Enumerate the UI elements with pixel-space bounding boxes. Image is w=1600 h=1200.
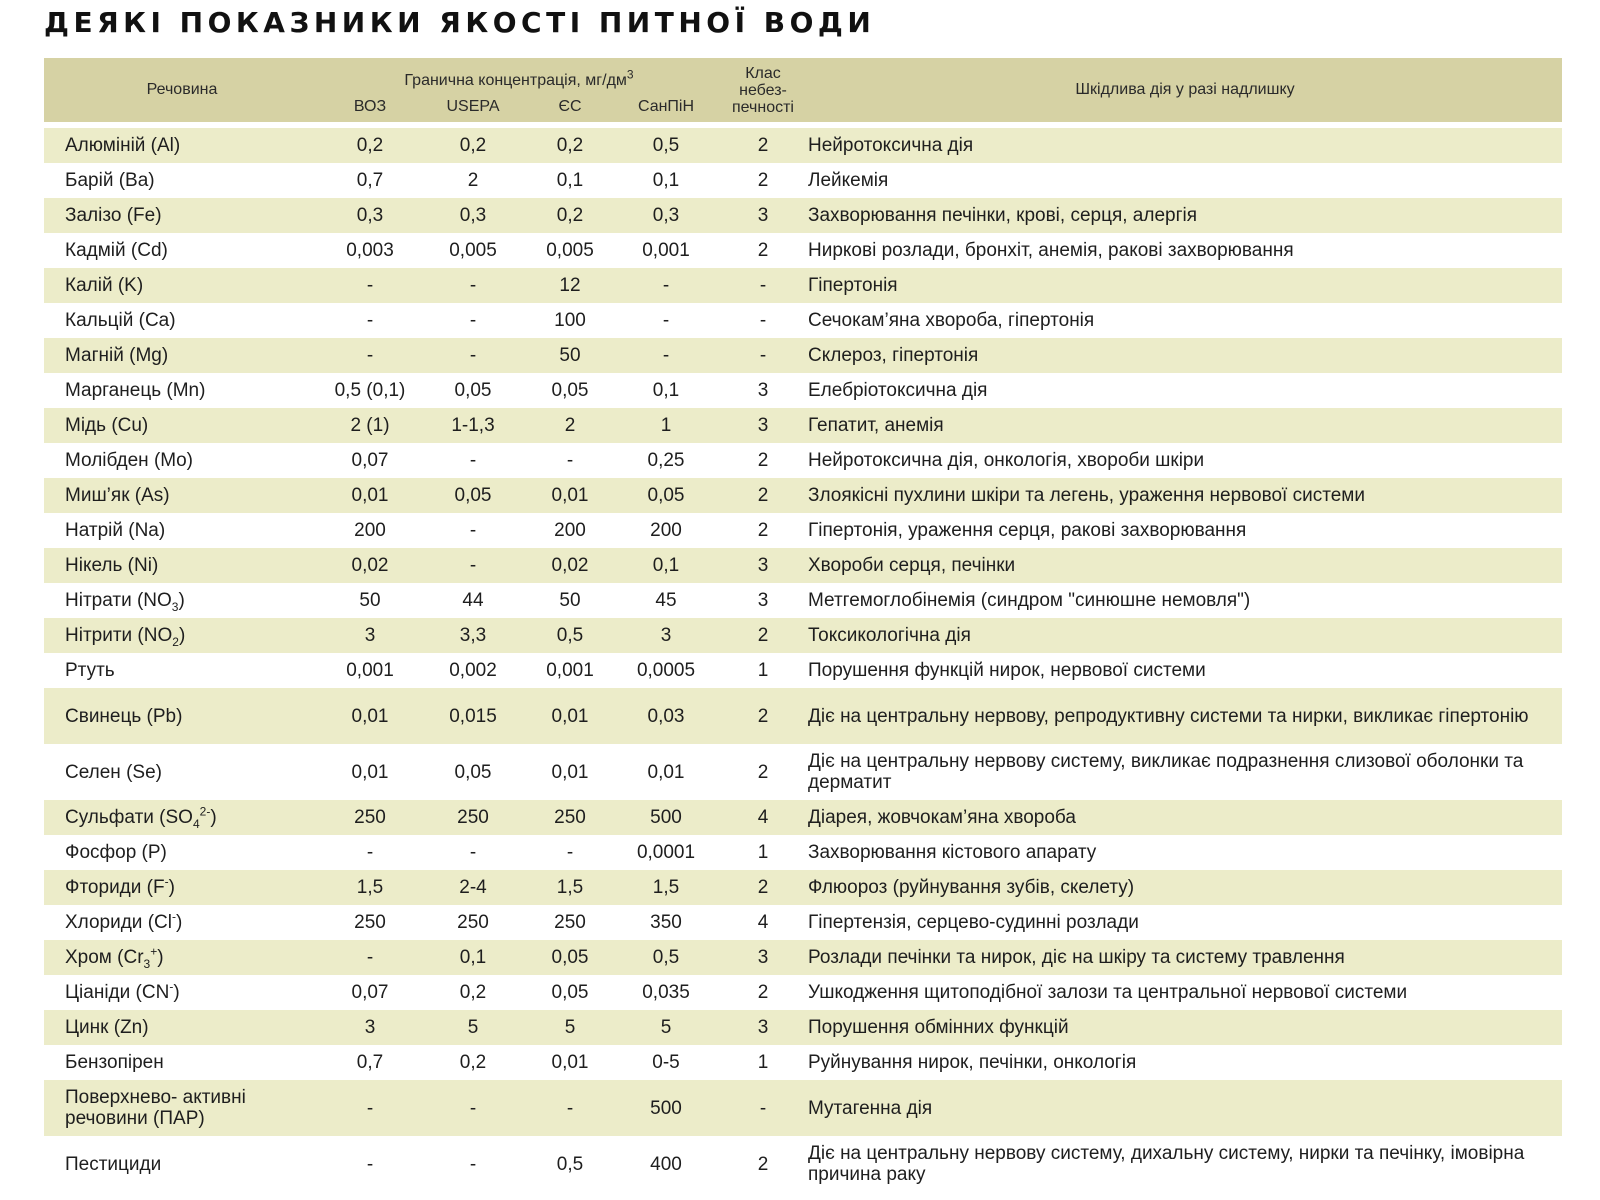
cell-hazard-class: 1 [757, 1052, 769, 1073]
cell-substance [44, 905, 320, 940]
cell-harmful-effect: Порушення функцій нирок, нервової системи [808, 660, 1206, 681]
column-header-sanpin: СанПіН [614, 92, 718, 122]
table-row [44, 338, 1562, 373]
substance-name: Марганець (Mn) [65, 380, 206, 401]
cell-usepa: 0,005 [449, 240, 497, 261]
cell-hazard-class: 1 [757, 842, 769, 863]
substance-name: Миш’як (As) [65, 485, 170, 506]
cell-usepa: 0,002 [449, 660, 497, 681]
cell-ec: 0,01 [526, 478, 614, 513]
substance-name: Фториди (F [65, 877, 165, 898]
table-row [44, 835, 1562, 870]
cell-hazard-class: 3 [718, 940, 808, 975]
table-row [44, 233, 1562, 268]
cell-sanpin: 0,1 [652, 380, 680, 401]
substance-subscript: 3 [143, 956, 151, 971]
substance-subscript: 2 [172, 634, 179, 649]
cell-sanpin: 500 [614, 800, 718, 835]
substance-name-end: ) [175, 912, 183, 933]
cell-sanpin: 0,25 [647, 450, 685, 471]
table-row [44, 905, 1562, 940]
column-header-effect: Шкідлива дія у разі надлишку [808, 58, 1562, 122]
class-label-line2: небез- [739, 81, 787, 99]
substance-name: Сульфати (SO [65, 807, 193, 828]
cell-substance [44, 268, 320, 303]
cell-usepa: 0,3 [420, 198, 526, 233]
cell-who: 2 (1) [320, 408, 420, 443]
substance-name: Барій (Ba) [65, 170, 155, 191]
table-row [44, 653, 1562, 688]
cell-harmful-effect: Діє на центральну нервову, репродуктивну системи та нирки, викликає гіпертонію [808, 688, 1562, 744]
cell-harmful-effect: Нейротоксична дія, онкологія, хвороби шкіри [808, 450, 1205, 471]
cell-who: - [366, 1153, 374, 1175]
cell-who: 0,3 [320, 198, 420, 233]
limit-unit-sup: 3 [626, 67, 634, 82]
cell-sanpin: - [614, 338, 718, 373]
table-row [44, 443, 1562, 478]
table-row [44, 373, 1562, 408]
cell-who: - [320, 940, 420, 975]
cell-ec: 0,01 [551, 761, 589, 783]
substance-name-end: ) [168, 877, 175, 898]
cell-sanpin: 0-5 [652, 1052, 680, 1073]
cell-harmful-effect: Флюороз (руйнування зубів, скелету) [808, 870, 1562, 905]
substance-subscript: 3 [171, 599, 179, 614]
cell-substance [44, 1010, 320, 1045]
cell-hazard-class: 2 [718, 478, 808, 513]
cell-hazard-class: 2 [757, 1153, 769, 1175]
cell-harmful-effect: Ниркові розлади, бронхіт, анемія, ракові захворювання [808, 240, 1294, 261]
table-row [44, 303, 1562, 338]
cell-sanpin: 0,5 [614, 940, 718, 975]
cell-ec: - [566, 450, 574, 471]
cell-usepa: - [420, 1080, 526, 1136]
cell-usepa: 0,1 [420, 940, 526, 975]
substance-name-end: ) [210, 807, 217, 828]
substance-name: Ртуть [65, 660, 115, 681]
cell-who: 0,01 [320, 688, 420, 744]
cell-substance [44, 870, 320, 905]
cell-sanpin: 0,3 [614, 198, 718, 233]
cell-sanpin: 1 [614, 408, 718, 443]
cell-who: 0,7 [356, 1052, 384, 1073]
cell-hazard-class: - [718, 268, 808, 303]
column-header-who: ВОЗ [320, 92, 420, 122]
substance-name: Фосфор (P) [65, 842, 167, 863]
cell-harmful-effect: Хвороби серця, печінки [808, 548, 1562, 583]
table-row [44, 1045, 1562, 1080]
cell-ec: 0,05 [526, 940, 614, 975]
cell-harmful-effect: Лейкемія [808, 170, 889, 191]
class-label-line1: Клас [745, 64, 781, 82]
substance-name-end: ) [178, 625, 186, 646]
substance-name: Поверхнево- активні речовини (ПАР) [65, 1087, 246, 1129]
substance-name: Кадмій (Cd) [65, 240, 168, 261]
cell-sanpin: 350 [650, 912, 682, 933]
cell-hazard-class: 3 [757, 380, 769, 401]
table-row [44, 975, 1562, 1010]
cell-sanpin: 500 [614, 1080, 718, 1136]
substance-name: Хлориди (Cl [65, 912, 172, 933]
cell-usepa: 1-1,3 [420, 408, 526, 443]
cell-sanpin: 0,05 [614, 478, 718, 513]
substance-name: Залізо (Fe) [65, 205, 162, 226]
substance-name: Кальцій (Ca) [65, 310, 176, 331]
cell-who: 0,02 [320, 548, 420, 583]
cell-who: 200 [354, 520, 386, 541]
cell-ec: 100 [554, 310, 586, 331]
cell-substance [44, 1045, 320, 1080]
cell-harmful-effect: Порушення обмінних функцій [808, 1010, 1562, 1045]
cell-harmful-effect: Сечокам’яна хвороба, гіпертонія [808, 310, 1095, 331]
cell-harmful-effect: Мутагенна дія [808, 1080, 1562, 1136]
cell-sanpin: 0,5 [614, 128, 718, 163]
table-row [44, 478, 1562, 513]
cell-usepa: 250 [420, 800, 526, 835]
cell-harmful-effect: Ушкодження щитоподібної залози та центральної нервової системи [808, 982, 1408, 1003]
cell-harmful-effect: Діарея, жовчокам’яна хвороба [808, 800, 1562, 835]
cell-sanpin: 45 [655, 590, 677, 611]
cell-substance [44, 835, 320, 870]
cell-harmful-effect: Розлади печінки та нирок, діє на шкіру та систему травлення [808, 940, 1562, 975]
cell-substance [44, 688, 320, 744]
cell-sanpin: 0,01 [647, 761, 685, 783]
cell-who: 0,001 [346, 660, 394, 681]
cell-sanpin: 200 [650, 520, 682, 541]
cell-sanpin: - [614, 268, 718, 303]
cell-usepa: - [469, 450, 477, 471]
cell-substance [44, 163, 320, 198]
cell-harmful-effect: Метгемоглобінемія (синдром "синюшне немовля") [808, 590, 1251, 611]
cell-substance [44, 478, 320, 513]
cell-ec: 0,2 [526, 128, 614, 163]
cell-substance [44, 443, 320, 478]
cell-ec: 12 [526, 268, 614, 303]
table-row [44, 128, 1562, 163]
substance-superscript: - [171, 909, 176, 924]
cell-usepa: 0,05 [420, 478, 526, 513]
substance-name: Хром (Cr [65, 947, 144, 968]
cell-who: 50 [359, 590, 381, 611]
cell-ec: 0,05 [551, 380, 589, 401]
cell-usepa: 2-4 [420, 870, 526, 905]
cell-ec: 0,02 [526, 548, 614, 583]
cell-usepa: - [420, 268, 526, 303]
cell-substance [44, 800, 320, 835]
cell-who: 0,07 [351, 982, 389, 1003]
cell-substance [44, 233, 320, 268]
cell-ec: 50 [559, 590, 581, 611]
cell-hazard-class: 3 [757, 590, 769, 611]
cell-substance [44, 618, 320, 653]
cell-hazard-class: 2 [718, 618, 808, 653]
cell-substance [44, 128, 320, 163]
cell-usepa: - [420, 548, 526, 583]
substance-name-end: ) [157, 947, 164, 968]
substance-superscript: + [150, 944, 158, 959]
class-label-line3: печності [732, 98, 794, 116]
cell-usepa: 5 [420, 1010, 526, 1045]
cell-who: 0,003 [346, 240, 394, 261]
cell-substance [44, 548, 320, 583]
substance-name: Пестициди [65, 1153, 162, 1175]
table-row [44, 268, 1562, 303]
cell-harmful-effect: Гіпертонія [808, 268, 1562, 303]
table-row [44, 163, 1562, 198]
cell-hazard-class: - [718, 338, 808, 373]
substance-superscript: - [164, 874, 169, 889]
cell-ec: 0,1 [556, 170, 584, 191]
cell-sanpin: 3 [614, 618, 718, 653]
cell-sanpin: 0,1 [652, 170, 680, 191]
cell-ec: - [566, 842, 574, 863]
water-quality-table [44, 58, 1562, 1192]
cell-substance [44, 303, 320, 338]
cell-harmful-effect: Гіпертензія, серцево-судинні розлади [808, 912, 1139, 933]
cell-usepa: 44 [462, 590, 484, 611]
cell-ec: 0,5 [526, 618, 614, 653]
cell-usepa: - [469, 842, 477, 863]
cell-hazard-class: 2 [757, 520, 769, 541]
cell-hazard-class: 2 [718, 128, 808, 163]
cell-ec: 0,01 [551, 1052, 589, 1073]
table-row [44, 548, 1562, 583]
table-row [44, 800, 1562, 835]
substance-name: Нітрити (NO [65, 625, 173, 646]
cell-hazard-class: 1 [757, 660, 769, 681]
cell-who: 0,2 [320, 128, 420, 163]
cell-who: - [366, 310, 374, 331]
cell-ec: - [526, 1080, 614, 1136]
cell-usepa: 0,2 [420, 128, 526, 163]
cell-substance [44, 1136, 320, 1192]
table-body [44, 128, 1562, 1192]
cell-harmful-effect: Захворювання кістового апарату [808, 842, 1097, 863]
table-row [44, 618, 1562, 653]
cell-who: 0,01 [320, 478, 420, 513]
cell-usepa: 0,05 [454, 761, 492, 783]
cell-substance [44, 653, 320, 688]
cell-ec: 0,05 [551, 982, 589, 1003]
page-title: ДЕЯКІ ПОКАЗНИКИ ЯКОСТІ ПИТНОЇ ВОДИ [44, 6, 876, 39]
cell-sanpin: 400 [650, 1153, 682, 1175]
cell-who: - [366, 842, 374, 863]
substance-name: Нікель (Ni) [65, 555, 159, 576]
table-row [44, 583, 1562, 618]
cell-usepa: 0,2 [459, 982, 487, 1003]
cell-ec: 0,2 [526, 198, 614, 233]
cell-sanpin: 0,03 [614, 688, 718, 744]
cell-substance [44, 583, 320, 618]
cell-ec: 5 [526, 1010, 614, 1045]
cell-harmful-effect: Діє на центральну нервову систему, викликає подразнення слизової оболонки та дерматит [808, 751, 1524, 793]
cell-usepa: 3,3 [420, 618, 526, 653]
column-header-usepa: USEPA [420, 92, 526, 122]
cell-ec: 0,005 [546, 240, 594, 261]
cell-usepa: 250 [457, 912, 489, 933]
cell-hazard-class: 2 [718, 688, 808, 744]
substance-name: Ціаніди (CN [65, 982, 170, 1003]
cell-hazard-class: 3 [718, 198, 808, 233]
table-row [44, 513, 1562, 548]
cell-substance [44, 338, 320, 373]
table-row [44, 870, 1562, 905]
cell-hazard-class: 4 [757, 912, 769, 933]
substance-name: Магній (Mg) [65, 345, 169, 366]
cell-hazard-class: 3 [718, 548, 808, 583]
table-row [44, 1136, 1562, 1192]
cell-harmful-effect: Гіпертонія, ураження серця, ракові захворювання [808, 520, 1247, 541]
table-row [44, 1010, 1562, 1045]
cell-harmful-effect: Гепатит, анемія [808, 408, 1562, 443]
substance-name: Нітрати (NO [65, 590, 172, 611]
cell-substance [44, 975, 320, 1010]
cell-who: 3 [320, 1010, 420, 1045]
cell-harmful-effect: Захворювання печінки, крові, серця, алергія [808, 198, 1562, 233]
cell-usepa: - [469, 310, 477, 331]
substance-name: Свинець (Pb) [65, 705, 183, 727]
column-header-limit [320, 58, 718, 92]
cell-hazard-class: 2 [718, 870, 808, 905]
substance-superscript: - [169, 979, 174, 994]
substance-superscript: 2- [199, 804, 211, 819]
table-row [44, 1080, 1562, 1136]
column-header-class [718, 58, 808, 122]
cell-usepa: 2 [467, 170, 479, 191]
cell-harmful-effect: Склероз, гіпертонія [808, 338, 1562, 373]
substance-name: Цинк (Zn) [65, 1017, 149, 1038]
cell-hazard-class: 2 [757, 761, 769, 783]
cell-ec: 250 [526, 800, 614, 835]
cell-hazard-class: 2 [757, 450, 769, 471]
cell-sanpin: 1,5 [614, 870, 718, 905]
cell-who: - [320, 1080, 420, 1136]
cell-harmful-effect: Злоякісні пухлини шкіри та легень, ураження нервової системи [808, 478, 1562, 513]
table-row [44, 408, 1562, 443]
substance-name: Калій (K) [65, 275, 144, 296]
cell-ec: 2 [526, 408, 614, 443]
cell-substance [44, 940, 320, 975]
substance-name: Натрій (Na) [65, 520, 166, 541]
cell-substance [44, 408, 320, 443]
substance-name-end: ) [178, 590, 185, 611]
cell-substance [44, 1080, 320, 1136]
cell-hazard-class: 3 [718, 408, 808, 443]
cell-hazard-class: 2 [757, 240, 769, 261]
substance-name: Алюміній (Al) [65, 135, 181, 156]
cell-who: 3 [320, 618, 420, 653]
cell-substance [44, 373, 320, 408]
cell-usepa: - [469, 520, 477, 541]
cell-sanpin: 0,035 [642, 982, 690, 1003]
cell-who: 0,01 [351, 761, 389, 783]
cell-sanpin: 5 [614, 1010, 718, 1045]
cell-ec: 0,01 [526, 688, 614, 744]
cell-hazard-class: - [718, 1080, 808, 1136]
cell-who: - [320, 338, 420, 373]
substance-name-end: ) [173, 982, 180, 1003]
column-header-substance: Речовина [44, 58, 320, 122]
cell-ec: 200 [554, 520, 586, 541]
table-row [44, 940, 1562, 975]
substance-name: Селен (Se) [65, 761, 162, 783]
cell-who: 250 [354, 912, 386, 933]
table-row [44, 198, 1562, 233]
cell-who: 0,5 (0,1) [334, 380, 406, 401]
cell-who: 0,7 [356, 170, 384, 191]
cell-who: 250 [320, 800, 420, 835]
cell-substance [44, 198, 320, 233]
cell-harmful-effect: Нейротоксична дія [808, 128, 1562, 163]
cell-who: - [320, 268, 420, 303]
cell-hazard-class: - [759, 310, 767, 331]
cell-harmful-effect: Руйнування нирок, печінки, онкологія [808, 1052, 1137, 1073]
substance-name: Молібден (Mo) [65, 450, 193, 471]
cell-sanpin: - [662, 310, 670, 331]
table-header [44, 58, 1562, 128]
cell-usepa: 0,015 [420, 688, 526, 744]
limit-label: Гранична концентрація, мг/дм [404, 72, 627, 89]
table-row [44, 688, 1562, 744]
cell-substance [44, 513, 320, 548]
column-header-ec: ЄС [526, 92, 614, 122]
cell-usepa: 0,2 [459, 1052, 487, 1073]
cell-sanpin: 0,0001 [636, 842, 696, 863]
cell-substance [44, 744, 320, 800]
cell-sanpin: 0,1 [614, 548, 718, 583]
cell-hazard-class: 3 [718, 1010, 808, 1045]
cell-usepa: 0,05 [454, 380, 492, 401]
cell-ec: 0,5 [556, 1153, 584, 1175]
cell-sanpin: 0,001 [642, 240, 690, 261]
cell-ec: 1,5 [526, 870, 614, 905]
cell-hazard-class: 4 [718, 800, 808, 835]
cell-sanpin: 0,0005 [636, 660, 696, 681]
cell-who: 1,5 [320, 870, 420, 905]
substance-subscript: 4 [192, 816, 200, 831]
table-row [44, 744, 1562, 800]
cell-ec: 50 [526, 338, 614, 373]
cell-harmful-effect: Токсикологічна дія [808, 618, 1562, 653]
cell-usepa: - [469, 1153, 477, 1175]
cell-hazard-class: 2 [757, 170, 769, 191]
cell-usepa: - [420, 338, 526, 373]
cell-hazard-class: 2 [757, 982, 769, 1003]
substance-name: Мідь (Cu) [65, 415, 149, 436]
cell-harmful-effect: Діє на центральну нервову систему, дихальну систему, нирки та печінку, імовірна причина раку [808, 1143, 1525, 1185]
cell-who: 0,07 [351, 450, 389, 471]
cell-ec: 250 [554, 912, 586, 933]
substance-name: Бензопірен [65, 1052, 164, 1073]
cell-ec: 0,001 [546, 660, 594, 681]
cell-harmful-effect: Елебріотоксична дія [808, 380, 988, 401]
